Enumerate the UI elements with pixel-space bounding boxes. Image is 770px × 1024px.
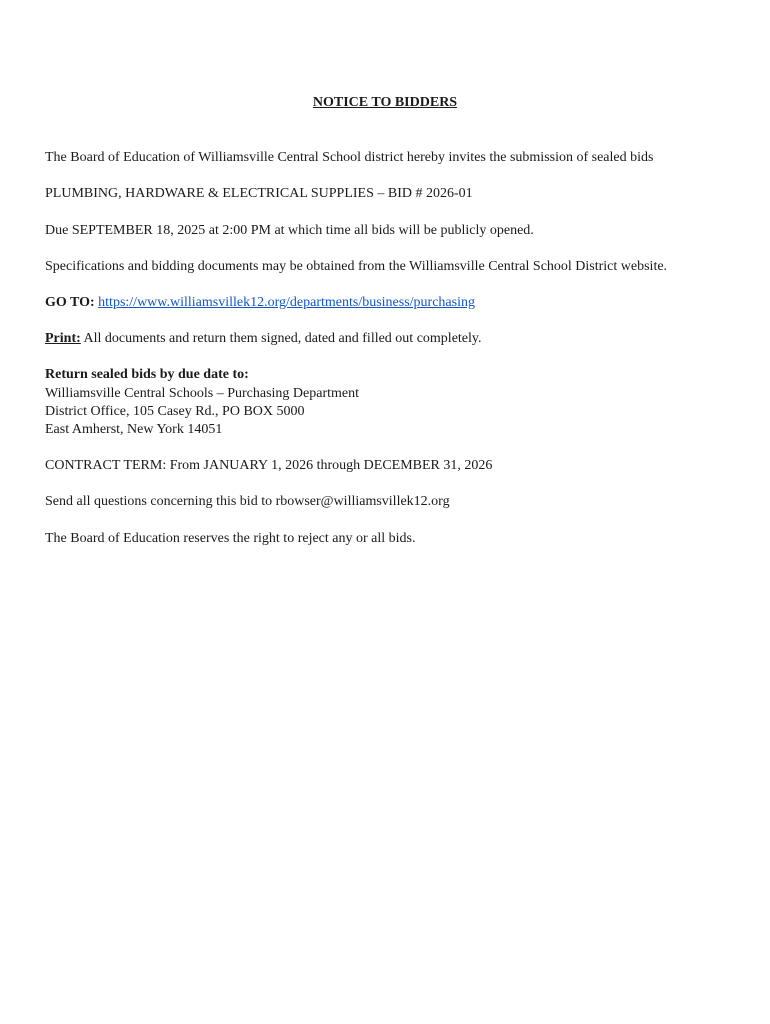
address-line: East Amherst, New York 14051 bbox=[45, 422, 223, 438]
goto-label: GO TO: bbox=[45, 295, 95, 311]
bid-name: PLUMBING, HARDWARE & ELECTRICAL SUPPLIES – BID # 2026-01 bbox=[45, 186, 473, 202]
return-address-block bbox=[45, 366, 725, 439]
intro-paragraph: The Board of Education of Williamsville Central School district hereby invites the submission of sealed bids bbox=[45, 150, 654, 166]
reserves-paragraph: The Board of Education reserves the right to reject any or all bids. bbox=[45, 530, 416, 546]
print-text: All documents and return them signed, dated and filled out completely. bbox=[83, 331, 482, 347]
due-date-paragraph: Due SEPTEMBER 18, 2025 at 2:00 PM at which time all bids will be publicly opened. bbox=[45, 222, 534, 238]
goto-paragraph bbox=[45, 294, 725, 312]
print-label: Print: bbox=[45, 331, 81, 347]
document-page bbox=[45, 94, 725, 566]
specifications-paragraph: Specifications and bidding documents may be obtained from the Williamsville Central School District website. bbox=[45, 258, 668, 274]
contract-term: CONTRACT TERM: From JANUARY 1, 2026 through DECEMBER 31, 2026 bbox=[45, 458, 493, 474]
page-title: NOTICE TO BIDDERS bbox=[312, 95, 458, 110]
return-heading: Return sealed bids by due date to: bbox=[45, 367, 249, 383]
address-line: District Office, 105 Casey Rd., PO BOX 5000 bbox=[45, 403, 305, 419]
address-line: Williamsville Central Schools – Purchasing Department bbox=[45, 385, 359, 401]
questions-paragraph: Send all questions concerning this bid to rbowser@williamsvillek12.org bbox=[45, 494, 450, 510]
print-paragraph bbox=[45, 330, 725, 348]
purchasing-link[interactable]: https://www.williamsvillek12.org/departments/business/purchasing bbox=[98, 295, 475, 311]
